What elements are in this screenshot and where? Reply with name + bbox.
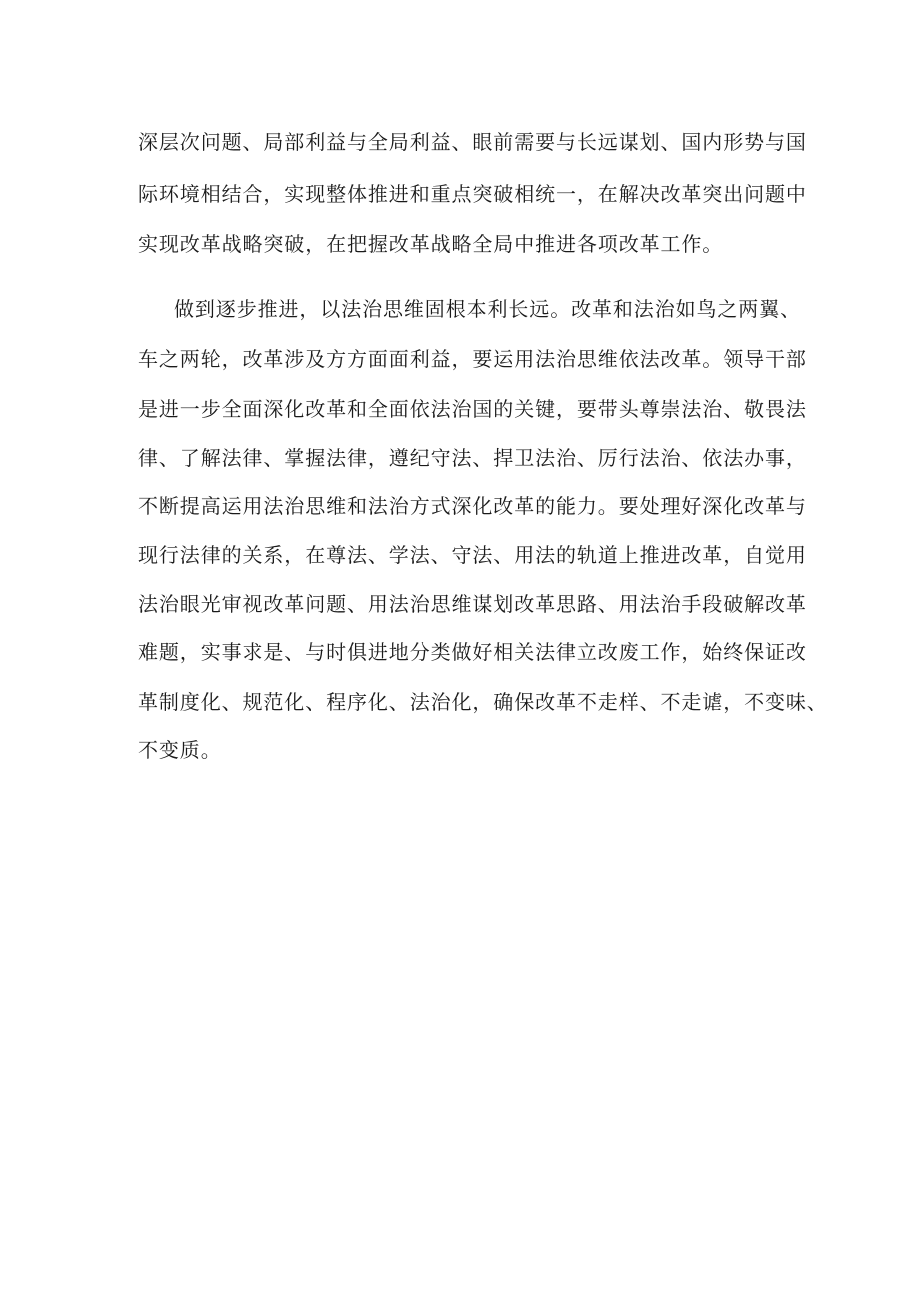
paragraph-2-line-6: 现行法律的关系，在尊法、学法、守法、用法的轨道上推进改革，自觉用 [138,543,807,567]
paragraph-2-line-2: 车之两轮，改革涉及方方面面利益，要运用法治思维依法改革。领导干部 [138,347,807,371]
paragraph-2-line-5: 不断提高运用法治思维和法治方式深化改革的能力。要处理好深化改革与 [138,494,807,518]
paragraph-2-line-4: 律、了解法律、掌握法律，遵纪守法、捍卫法治、厉行法治、依法办事， [138,446,807,470]
paragraph-1-line-1: 深层次问题、局部利益与全局利益、眼前需要与长远谋划、国内形势与国 [138,130,807,154]
paragraph-2-line-8: 难题，实事求是、与时俱进地分类做好相关法律立改废工作，始终保证改 [138,640,807,664]
paragraph-2-line-1: 做到逐步推进，以法治思维固根本利长远。改革和法治如鸟之两翼、 [174,297,801,321]
paragraph-2-line-7: 法治眼光审视改革问题、用法治思维谋划改革思路、用法治手段破解改革 [138,592,807,616]
paragraph-1-line-2: 际环境相结合，实现整体推进和重点突破相统一，在解决改革突出问题中 [138,182,807,206]
paragraph-2-line-3: 是进一步全面深化改革和全面依法治国的关键，要带头尊崇法治、敬畏法 [138,397,807,421]
paragraph-1-line-3: 实现改革战略突破，在把握改革战略全局中推进各项改革工作。 [138,232,724,256]
paragraph-2-line-9: 革制度化、规范化、程序化、法治化，确保改革不走样、不走谑，不变味、 [138,690,828,714]
paragraph-2-line-10: 不变质。 [138,738,222,762]
